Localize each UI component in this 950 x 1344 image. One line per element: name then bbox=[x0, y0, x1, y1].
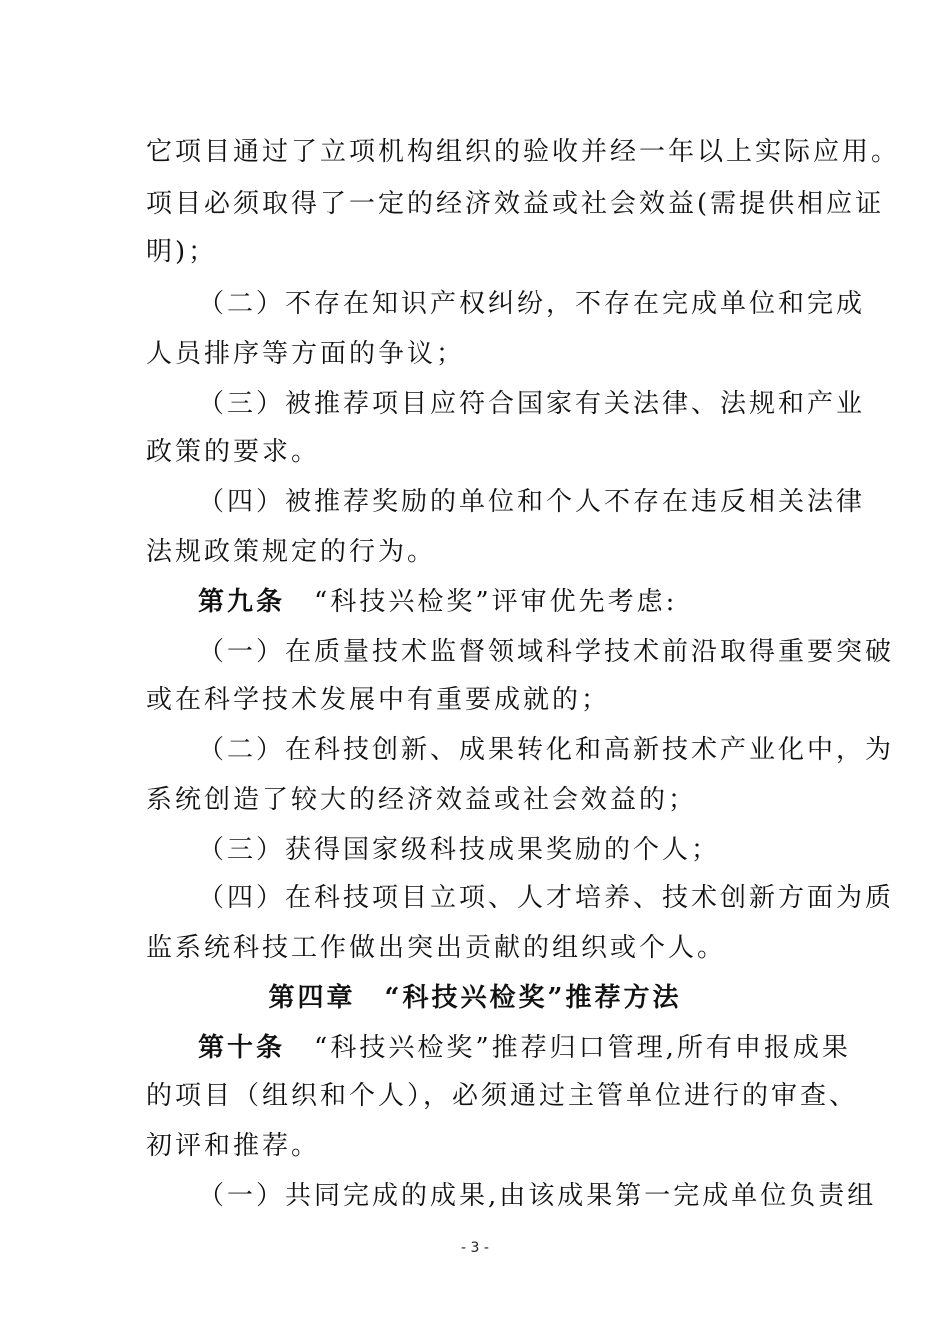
paragraph-line: 人员排序等方面的争议； bbox=[146, 339, 466, 369]
paragraph-line: 初评和推荐。 bbox=[146, 1131, 321, 1161]
paragraph-line: 它项目通过了立项机构组织的验收并经一年以上实际应用。 bbox=[146, 137, 901, 167]
paragraph-line: （一）共同完成的成果,由该成果第一完成单位负责组 bbox=[198, 1181, 877, 1211]
article-9-text: “科技兴检奖”评审优先考虑: bbox=[314, 587, 678, 617]
paragraph-line: 法规政策规定的行为。 bbox=[146, 537, 437, 567]
chapter-4-heading: 第四章 “科技兴检奖”推荐方法 bbox=[268, 983, 682, 1013]
paragraph-line: （一）在质量技术监督领域科学技术前沿取得重要突破 bbox=[198, 637, 895, 667]
article-9-label: 第九条 bbox=[198, 587, 286, 617]
paragraph-line: 监系统科技工作做出突出贡献的组织或个人。 bbox=[146, 933, 727, 963]
article-10-text: “科技兴检奖”推荐归口管理,所有申报成果 bbox=[314, 1033, 851, 1063]
paragraph-line: 项目必须取得了一定的经济效益或社会效益(需提供相应证 bbox=[146, 189, 885, 219]
paragraph-line: （四）被推荐奖励的单位和个人不存在违反相关法律 bbox=[198, 487, 866, 517]
paragraph-line: （三）获得国家级科技成果奖励的个人； bbox=[198, 835, 721, 865]
paragraph-line: 或在科学技术发展中有重要成就的； bbox=[146, 685, 611, 715]
paragraph-line: （二）不存在知识产权纠纷，不存在完成单位和完成 bbox=[198, 289, 866, 319]
paragraph-line: 系统创造了较大的经济效益或社会效益的； bbox=[146, 785, 698, 815]
article-9-heading bbox=[198, 576, 804, 628]
page-number: - 3 - bbox=[461, 1240, 489, 1256]
paragraph-line: （三）被推荐项目应符合国家有关法律、法规和产业 bbox=[198, 389, 866, 419]
paragraph-line: 政策的要求。 bbox=[146, 437, 321, 467]
paragraph-line: 的项目（组织和个人），必须通过主管单位进行的审查、 bbox=[146, 1081, 859, 1111]
article-10-label: 第十条 bbox=[198, 1033, 286, 1063]
article-10-heading bbox=[198, 1022, 851, 1074]
paragraph-line: （四）在科技项目立项、人才培养、技术创新方面为质 bbox=[198, 883, 895, 913]
paragraph-line: （二）在科技创新、成果转化和高新技术产业化中，为 bbox=[198, 735, 895, 765]
paragraph-line: 明)； bbox=[146, 237, 218, 267]
